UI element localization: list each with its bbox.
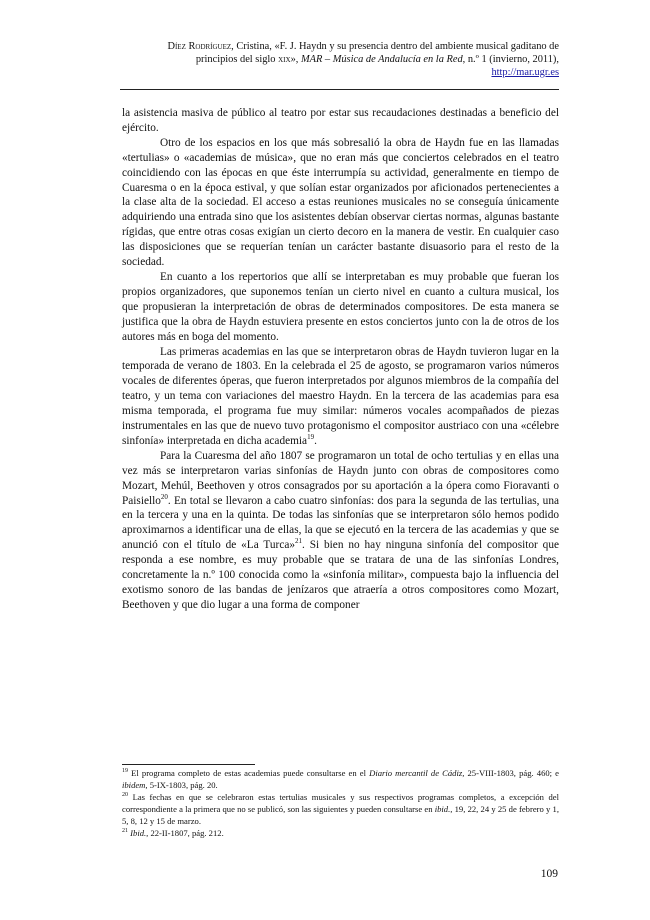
paragraph-4: Las primeras academias en las que se interpretaron obras de Haydn tuvieron lugar en la temporada de verano de 1803. En la celebrada el 25 de agosto, se programaron varios números vocales de diferentes óperas, que fueron interpretados por algunos miembros de la compañía del teatro, y un tema con variaciones del maestro Haydn. En la tercera de las academias para esa misma temporada, el programa fue muy similar: números vocales acompañados de piezas instrumentales en las que de nuevo tuvo protagonismo el compositor austriaco con una «célebre sinfonía» interpretada en dicha academia$^{19}$.	[122, 345, 559, 447]
footnote-20: $^{20}$ Las fechas en que se celebraron estas tertulias musicales y sus respectivos programas completos, a excepción del correspondiente a la primera que no se publicó, son las siguientes y pueden consultarse en ibid., 19, 22, 24 y 25 de febrero y 1, 5, 8, 12 y 15 de marzo.	[122, 791, 559, 826]
paragraph-2: Otro de los espacios en los que más sobresalió la obra de Haydn fue en las llamadas «tertulias» o «academias de música», que no eran más que conciertos celebrados en el teatro coincidiendo con las épocas en que éste interrumpía su actividad, generalmente en tiempo de Cuaresma o en la época estival, y que solían estar organizados por aficionados pertenecientes a la clase alta de la sociedad. El acceso a estas reuniones musicales no se conseguía únicamente adquiriendo una entrada sino que los asistentes debían observar ciertas normas, algunas bastante rígidas, que entre otras cosas exigían un cierto decoro en la manera de vestir. En cualquier caso las disposiciones que se requerían tenían un carácter bastante disuasorio para el resto de la sociedad.	[122, 136, 559, 269]
footnote-21: $^{21}$ Ibid., 22-II-1807, pág. 212.	[122, 827, 224, 838]
header-century: xix	[278, 54, 291, 65]
header-url-link[interactable]: http://mar.ugr.es	[491, 67, 559, 78]
body-text	[122, 106, 559, 613]
header-author: Díez Rodríguez	[167, 41, 232, 52]
running-header	[120, 40, 559, 79]
header-journal: MAR – Música de Andalucía en la Red	[300, 54, 463, 65]
footnote-19: $^{19}$ El programa completo de estas academias puede consultarse en el Diario mercantil de Cádiz, 25-VIII-1803, pág. 460; e ibidem, 5-IX-1803, pág. 20.	[122, 768, 559, 790]
footnote-ref-21[interactable]: 21	[295, 537, 302, 546]
footnote-divider	[122, 764, 255, 765]
header-line-3	[120, 66, 559, 79]
header-line-1: Díez Rodríguez, Cristina, «F. J. Haydn y su presencia dentro del ambiente musical gaditano de	[167, 41, 559, 52]
header-divider	[120, 89, 559, 90]
footnote-ref-19[interactable]: 19	[307, 433, 315, 442]
paragraph-5: Para la Cuaresma del año 1807 se programaron un total de ocho tertulias y en ellas una vez más se interpretaron varias sinfonías de Haydn junto con obras de compositores como Mozart, Mehúl, Beethoven y otros consagrados por su aportación a la ópera como Fioravanti o Paisiello$^{20}$. En total se llevaron a cabo cuatro sinfonías: dos para la segunda de las tertulias, una en la tercera y una en la quinta. De todas las sinfonías que se interpretaron sólo hemos podido aproximarnos a identificar una de ellas, la que se ejecutó en la tercera de las academias y que se anunció con el título de «La Turca»$^{21}$. Si bien no hay ninguna sinfonía del compositor que responda a ese nombre, es muy probable que se tratara de una de las sinfonías Londres, concretamente la n.º 100 conocida como la «sinfonía militar», compuesta bajo la influencia del exotismo sonoro de las bandas de jenízaros que atraería a otros compositores como Mozart, Beethoven y que dio lugar a una forma de componer	[122, 449, 559, 611]
paragraph-3: En cuanto a los repertorios que allí se interpretaban es muy probable que fueran los propios organizadores, que suponemos tenían un cierto nivel en cuanto a cultura musical, los que propusieran la interpretación de obras de determinados compositores. De esta manera se justifica que la obra de Haydn estuviera presente en estos conciertos junto con la de otros de los autores más en boga del momento.	[122, 270, 559, 343]
header-line-2: principios del siglo xix», MAR – Música de Andalucía en la Red, n.º 1 (invierno, 2011),	[195, 54, 559, 65]
page-number: 109	[540, 868, 558, 880]
paragraph-1: la asistencia masiva de público al teatro por estar sus recaudaciones destinadas a beneficio del ejército.	[122, 107, 559, 134]
footnote-ref-20[interactable]: 20	[160, 492, 168, 501]
footnotes	[122, 768, 559, 839]
